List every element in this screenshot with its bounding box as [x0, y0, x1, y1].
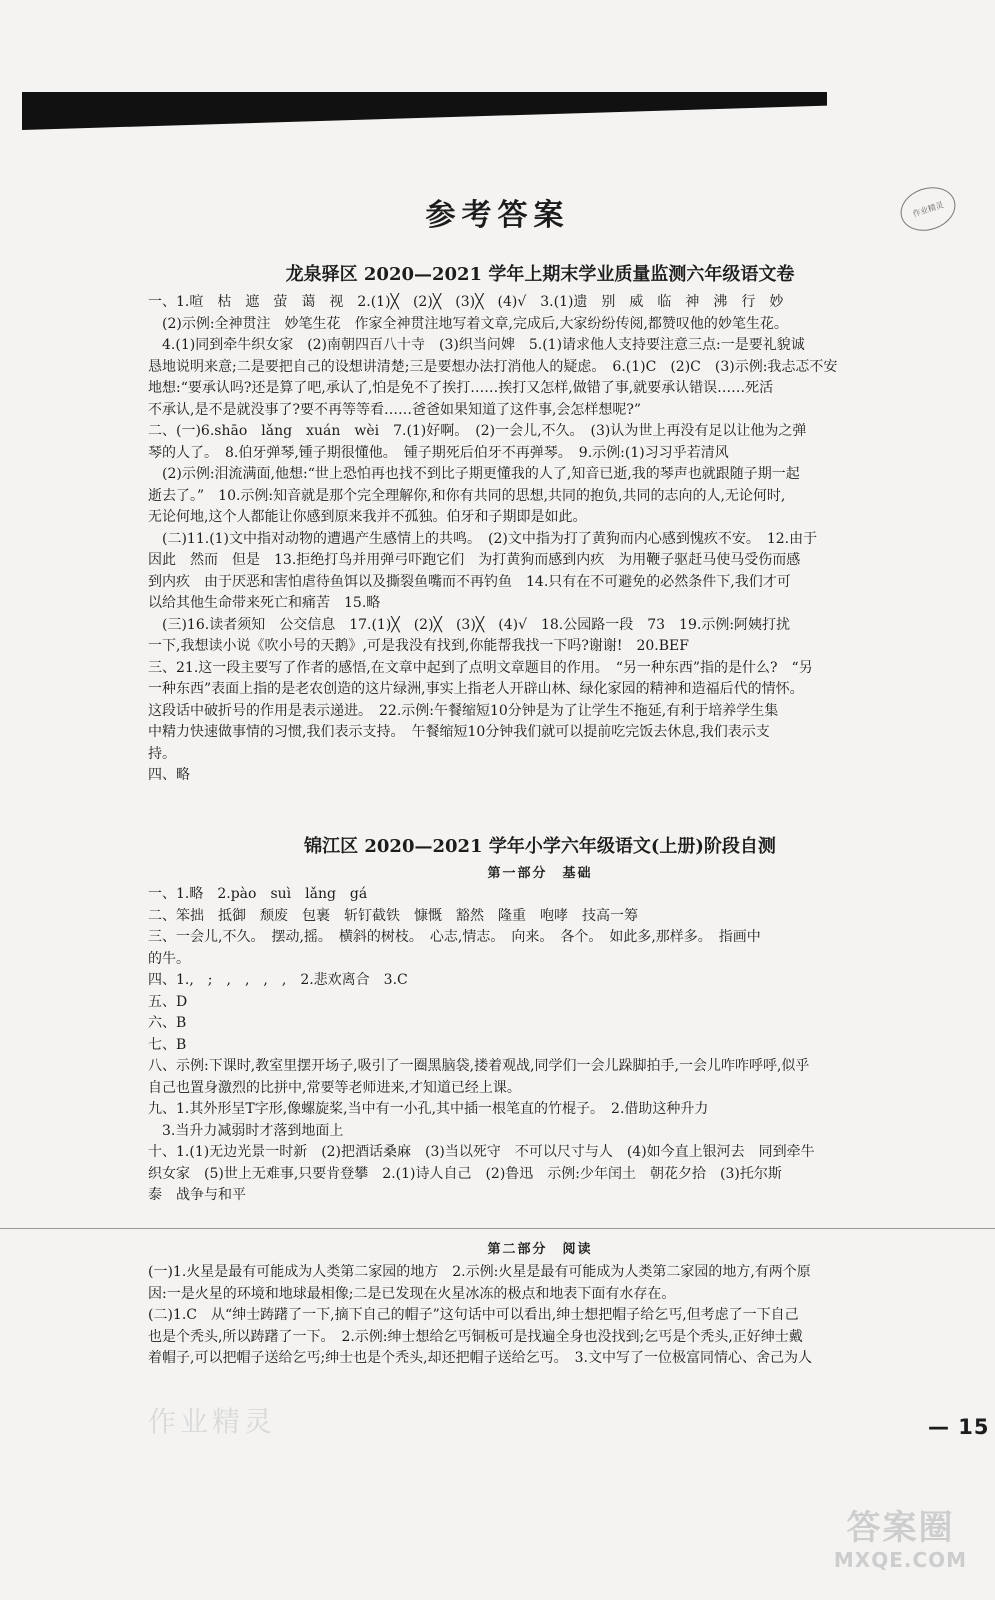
- watermark-left: 作业精灵: [148, 1405, 277, 1438]
- section1-answers: [148, 292, 928, 787]
- answer-line: 十、1.(1)无边光景一时新 (2)把酒话桑麻 (3)当以死守 不可以尺寸与人 (4)如今直上银河去 同到牵牛: [148, 1144, 815, 1160]
- page-title: 参考答案: [425, 198, 570, 233]
- answer-line: 泰 战争与和平: [148, 1187, 246, 1203]
- answer-line: 九、1.其外形呈T字形,像螺旋桨,当中有一小孔,其中插一根笔直的竹棍子。 2.借助这种升力: [148, 1101, 709, 1117]
- answer-line: (2)示例:泪流满面,他想:“世上恐怕再也找不到比子期更懂我的人了,知音已逝,我的琴声也就跟随子期一起: [148, 466, 800, 482]
- section2-title: 锦江区 2020—2021 学年小学六年级语文(上册)阶段自测: [304, 836, 776, 857]
- answer-line: 四、略: [148, 767, 190, 783]
- section2-part1-answers: [148, 884, 928, 1207]
- answer-line: 一、1.喧 枯 遮 萤 蔼 视 2.(1)╳ (2)╳ (3)╳ (4)√ 3.(1)遗 别 威 临 神 沸 行 妙: [148, 294, 784, 310]
- answer-line: 因此 然而 但是 13.拒绝打鸟并用弹弓吓跑它们 为打黄狗而感到内疚 为用鞭子驱赶马使马受伤而感: [148, 552, 801, 568]
- answer-line: 三、一会儿,不久。 摆动,摇。 横斜的树枝。 心志,情志。 向来。 各个。 如此多,那样多。 指画中: [148, 929, 761, 945]
- answer-line: 也是个秃头,所以踌躇了一下。 2.示例:绅士想给乞丐铜板可是找遍全身也没找到;乞丐是个秃头,正好绅士戴: [148, 1328, 803, 1345]
- section1-title: 龙泉驿区 2020—2021 学年上期末学业质量监测六年级语文卷: [285, 264, 795, 285]
- answer-line: 持。: [148, 745, 176, 762]
- answer-line: 三、21.这一段主要写了作者的感悟,在文章中起到了点明文章题目的作用。 “另一种东西”指的是什么? “另: [148, 659, 813, 676]
- answer-line: 恳地说明来意;二是要把自己的设想讲清楚;三是要想办法打消他人的疑虑。 6.(1)C (2)C (3)示例:我忐忑不安: [148, 358, 838, 375]
- answer-line: 以给其他生命带来死亡和痛苦 15.略: [148, 595, 381, 611]
- answer-line: 四、1., ; , , , , 2.悲欢离合 3.C: [148, 972, 408, 988]
- answer-line: 逝去了。” 10.示例:知音就是那个完全理解你,和你有共同的思想,共同的抱负,共同的志向的人,无论何时,: [148, 487, 786, 504]
- answer-line: 不承认,是不是就没事了?要不再等等看……爸爸如果知道了这件事,会怎样想呢?”: [148, 401, 642, 418]
- section2-part1-title: 第一部分 基础: [487, 866, 593, 881]
- header-black-band: [22, 92, 827, 130]
- answer-line: 一、1.略 2.pào suì lǎng gá: [148, 886, 368, 902]
- answer-line: 一种东西”表面上指的是老农创造的这片绿洲,事实上指老人开辟山林、绿化家园的精神和造福后代的情怀。: [148, 681, 804, 697]
- answer-line: 二、笨拙 抵御 颓废 包裹 斩钉截铁 慷慨 豁然 隆重 咆哮 技高一筹: [148, 907, 638, 924]
- answer-line: 因:一是火星的环境和地球最相像;二是已发现在火星冰冻的极点和地表下面有水存在。: [148, 1285, 676, 1302]
- seal-text: 作业精灵: [911, 199, 945, 219]
- watermark-right-url: MXQE.COM: [833, 1548, 968, 1572]
- answer-line: (二)1.C 从“绅士踌躇了一下,摘下自己的帽子”这句话中可以看出,绅士想把帽子给乞丐,但考虑了一下自己: [148, 1307, 799, 1323]
- answer-line: 八、示例:下课时,教室里摆开场子,吸引了一圈黑脑袋,搂着观战,同学们一会儿跺脚拍手,一会儿咋咋呼呼,似乎: [148, 1058, 810, 1074]
- answer-line: 七、B: [148, 1036, 187, 1053]
- section2-part2-title: 第二部分 阅读: [487, 1242, 593, 1257]
- answer-line: (三)16.读者须知 公交信息 17.(1)╳ (2)╳ (3)╳ (4)√ 18.公园路一段 73 19.示例:阿姨打扰: [148, 616, 791, 633]
- answer-line: 着帽子,可以把帽子送给乞丐;绅士也是个秃头,却还把帽子送给乞丐。 3.文中写了一位极富同情心、舍己为人: [148, 1350, 812, 1366]
- section2-part2-answers: [148, 1262, 928, 1370]
- page-number: — 15: [928, 1415, 990, 1439]
- answer-line: 4.(1)同到牵牛织女家 (2)南朝四百八十寺 (3)织当问婢 5.(1)请求他人支持要注意三点:一是要礼貌诚: [148, 337, 805, 353]
- answer-line: 自己也置身激烈的比拼中,常要等老师进来,才知道已经上课。: [148, 1079, 521, 1096]
- watermark-right-logo: 答案圈: [846, 1508, 955, 1548]
- answer-line: 二、(一)6.shāo lǎng xuán wèi 7.(1)好啊。 (2)一会儿,不久。 (3)认为世上再没有足以让他为之弹: [148, 423, 807, 439]
- answer-line: 地想:“要承认吗?还是算了吧,承认了,怕是免不了挨打……挨打又怎样,做错了事,就要承认错误……死活: [148, 380, 774, 396]
- answer-line: (2)示例:全神贯注 妙笔生花 作家全神贯注地写着文章,完成后,大家纷纷传阅,都赞叹他的妙笔生花。: [148, 315, 788, 332]
- answer-line: 3.当升力减弱时才落到地面上: [148, 1122, 344, 1139]
- answer-line: (二)11.(1)文中指对动物的遭遇产生感情上的共鸣。 (2)文中指为打了黄狗而内心感到愧疚不安。 12.由于: [148, 530, 818, 547]
- watermark-right: [818, 1508, 983, 1572]
- answer-line: 五、D: [148, 993, 188, 1010]
- answer-line: 这段话中破折号的作用是表示递进。 22.示例:午餐缩短10分钟是为了让学生不拖延,有利于培养学生集: [148, 702, 779, 719]
- answer-line: (一)1.火星是最有可能成为人类第二家园的地方 2.示例:火星是最有可能成为人类第二家园的地方,有两个原: [148, 1264, 811, 1280]
- answer-line: 中精力快速做事情的习惯,我们表示支持。 午餐缩短10分钟我们就可以提前吃完饭去休息,我们表示支: [148, 724, 770, 740]
- answer-line: 琴的人了。 8.伯牙弹琴,锺子期很懂他。 锺子期死后伯牙不再弹琴。 9.示例:(1)习习乎若清风: [148, 444, 729, 461]
- answer-line: 六、B: [148, 1015, 187, 1031]
- divider-line: [0, 1228, 995, 1229]
- answer-line: 的牛。: [148, 950, 190, 967]
- answer-line: 织女家 (5)世上无难事,只要肯登攀 2.(1)诗人自己 (2)鲁迅 示例:少年闰土 朝花夕拾 (3)托尔斯: [148, 1165, 782, 1182]
- answer-line: 一下,我想读小说《吹小号的天鹅》,可是我没有找到,你能帮我找一下吗?谢谢! 20.BEF: [148, 638, 689, 654]
- answer-line: 到内疚 由于厌恶和害怕虐待鱼饵以及撕裂鱼嘴而不再钓鱼 14.只有在不可避免的必然条件下,我们才可: [148, 573, 791, 590]
- answer-line: 无论何地,这个人都能让你感到原来我并不孤独。伯牙和子期即是如此。: [148, 509, 587, 525]
